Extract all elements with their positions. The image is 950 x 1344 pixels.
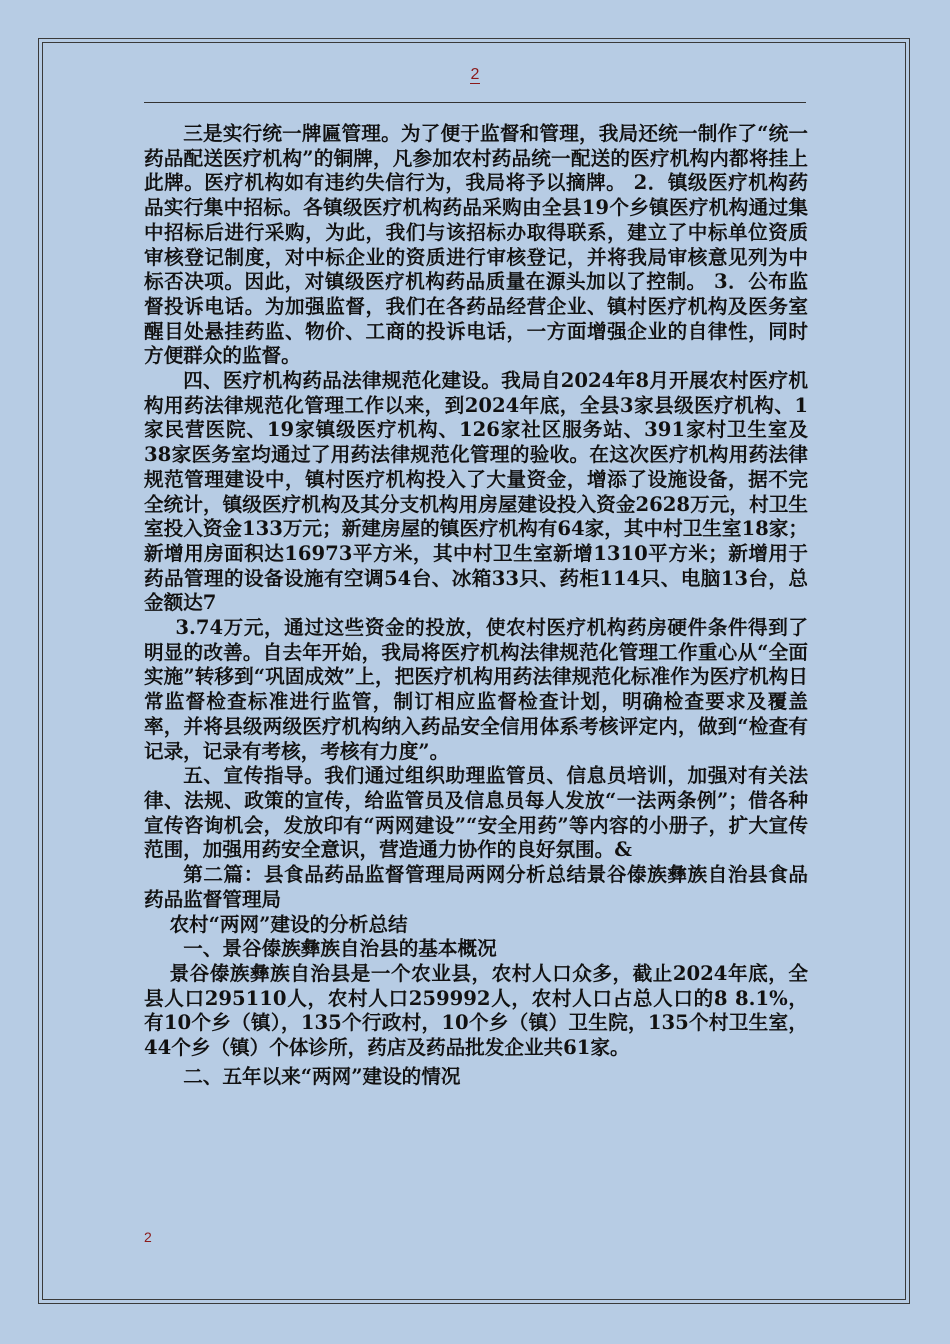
paragraph-continuation: 3.74万元，通过这些资金的投放，使农村医疗机构药房硬件条件得到了明显的改善。自去年开始，我局将医疗机构法律规范化管理工作重心从“全面实施”转移到“巩固成效”上，把医疗机构用药法律规范化标准作为医疗机构日常监督检查标准进行监管，制订相应监督检查计划，明确检查要求及覆盖率，并将县级两级医疗机构纳入药品安全信用体系考核评定内，做到“检查有记录，记录有考核，考核有力度”。 [144, 616, 808, 763]
paragraph-unified-plaque: 三是实行统一牌匾管理。为了便于监督和管理，我局还统一制作了“统一药品配送医疗机构”的铜牌，凡参加农村药品统一配送的医疗机构内都将挂上此牌。医疗机构如有违约失信行为，我局将予以摘牌。 2．镇级医疗机构药品实行集中招标。各镇级医疗机构药品采购由全县19个乡镇医疗机构通过集中招标后进行采购，为此，我们与该招标办取得联系，建立了中标单位资质审核登记制度，对中标企业的资质进行审核登记，并将我局审核意见列为中标否决项。因此，对镇级医疗机构药品质量在源头加以了控制。 3．公布监督投诉电话。为加强监督，我们在各药品经营企业、镇村医疗机构及医务室醒目处悬挂药监、物价、工商的投诉电话，一方面增强企业的自律性，同时方便群众的监督。 [144, 122, 808, 368]
footer-page-number: 2 [144, 1229, 152, 1245]
paragraph-chapter-two-title: 第二篇：县食品药品监督管理局两网分析总结景谷傣族彝族自治县食品药品监督管理局 [144, 863, 808, 911]
header-rule [144, 102, 806, 103]
paragraph-section-four: 四、医疗机构药品法律规范化建设。我局自2024年8月开展农村医疗机构用药法律规范化管理工作以来，到2024年底，全县3家县级医疗机构、1家民营医院、19家镇级医疗机构、126家社区服务站、391家村卫生室及38家医务室均通过了用药法律规范化管理的验收。在这次医疗机构用药法律规范管理建设中，镇村医疗机构投入了大量资金，增添了设施设备，据不完全统计，镇级医疗机构及其分支机构用房屋建设投入资金2628万元，村卫生室投入资金133万元；新建房屋的镇医疗机构有64家，其中村卫生室18家；新增用房面积达16973平方米，其中村卫生室新增1310平方米；新增用于药品管理的设备设施有空调54台、冰箱33只、药柜114只、电脑13台，总金额达7 [144, 369, 808, 615]
paragraph-section-five: 五、宣传指导。我们通过组织助理监管员、信息员培训，加强对有关法律、法规、政策的宣传，给监管员及信息员每人发放“一法两条例”；借各种宣传咨询机会，发放印有“两网建设”“安全用药”等内容的小册子，扩大宣传范围，加强用药安全意识，营造通力协作的良好氛围。& [144, 764, 808, 862]
heading-five-year-construction: 二、五年以来“两网”建设的情况 [183, 1064, 461, 1088]
paragraph-subtitle: 农村“两网”建设的分析总结 [169, 912, 408, 936]
document-body [144, 122, 808, 1089]
heading-basic-overview: 一、景谷傣族彝族自治县的基本概况 [183, 937, 497, 961]
paragraph-county-overview: 景谷傣族彝族自治县是一个农业县，农村人口众多，截止2024年底，全县人口295110人，农村人口259992人，农村人口占总人口的8 8.1%，有10个乡（镇），135个行政村，10个乡（镇）卫生院，135个村卫生室，44个乡（镇）个体诊所，药店及药品批发企业共61家。 [144, 961, 808, 1060]
header-page-number: 2 [470, 66, 480, 83]
